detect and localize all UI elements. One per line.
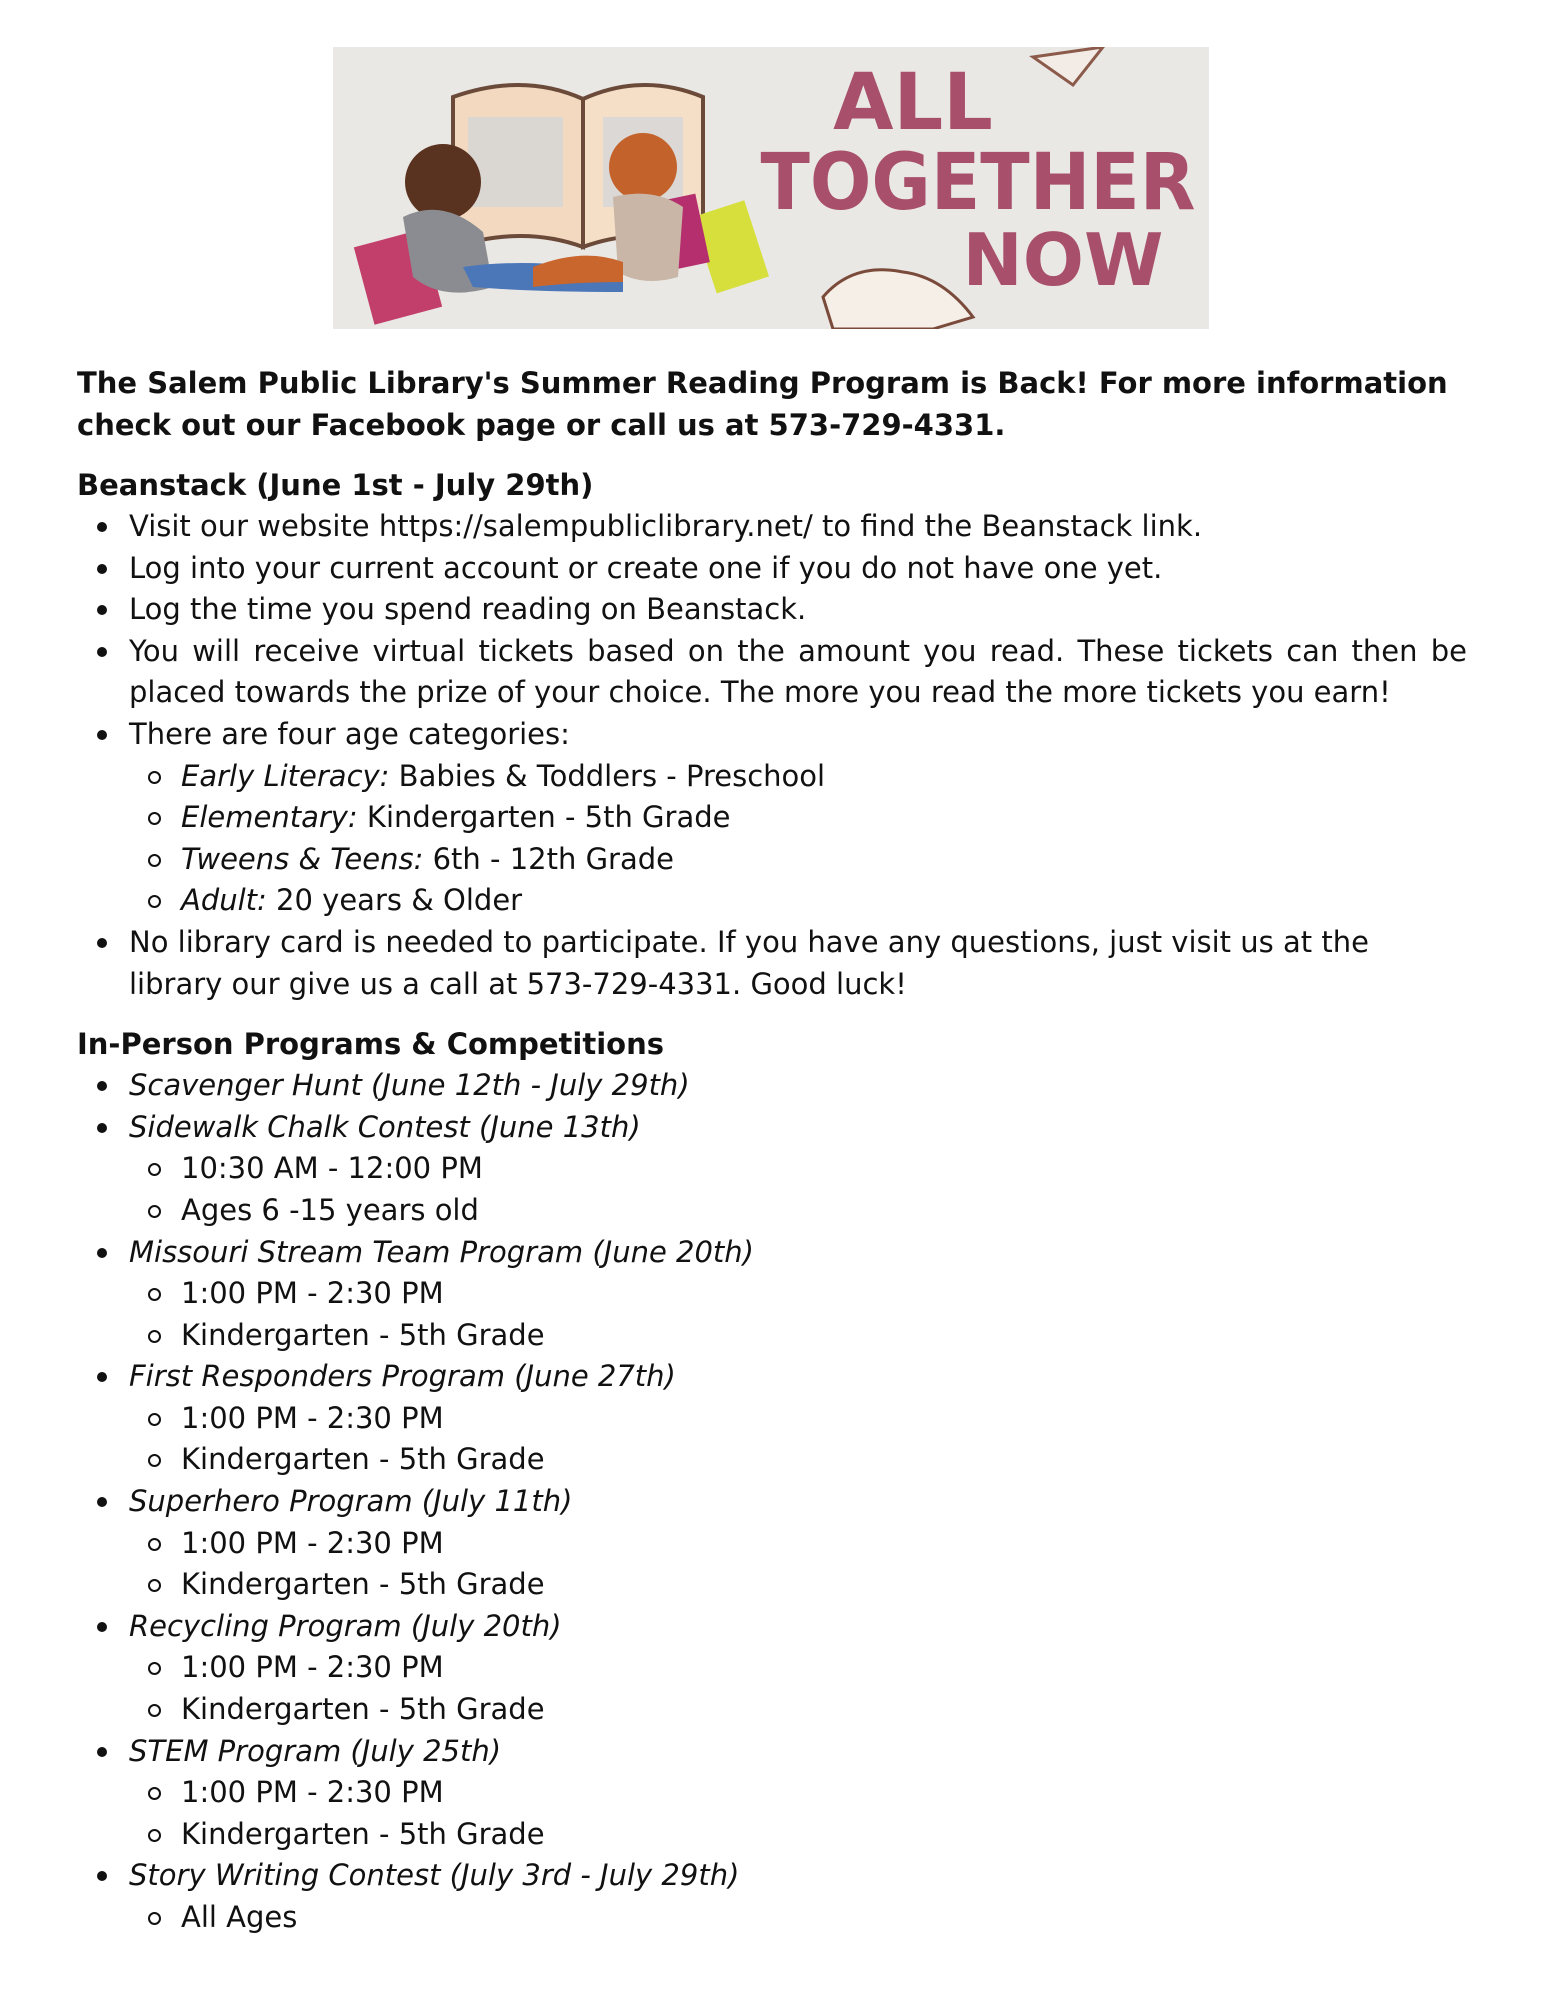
category-desc: 20 years & Older (266, 883, 523, 918)
beanstack-title: Beanstack (June 1st - July 29th) (77, 468, 594, 502)
program-item (77, 1481, 1467, 1606)
program-ages: Kindergarten - 5th Grade (129, 1814, 1467, 1856)
list-item (129, 756, 1467, 798)
program-item (77, 1606, 1467, 1731)
program-name: Story Writing Contest (July 3rd - July 29th) (129, 1858, 740, 1893)
flyer-content (77, 362, 1467, 1939)
category-desc: 6th - 12th Grade (423, 841, 674, 876)
program-name: First Responders Program (June 27th) (129, 1359, 676, 1394)
programs-list (77, 1065, 1467, 1938)
list-item: Log into your current account or create one if you do not have one yet. (77, 548, 1467, 590)
program-ages: Kindergarten - 5th Grade (129, 1315, 1467, 1357)
list-item (129, 839, 1467, 881)
program-item (77, 1232, 1467, 1357)
program-ages: Kindergarten - 5th Grade (129, 1564, 1467, 1606)
program-item (77, 1855, 1467, 1938)
list-item: You will receive virtual tickets based on the amount you read. These tickets can then be placed towards the prize of your choice. The more you read the more tickets you earn! (77, 631, 1467, 714)
program-name: Scavenger Hunt (June 12th - July 29th) (129, 1068, 690, 1103)
program-ages: Ages 6 -15 years old (129, 1190, 1467, 1232)
program-item (77, 1065, 1467, 1107)
banner-line-2: TOGETHER (760, 138, 1196, 228)
list-item (129, 880, 1467, 922)
program-item (77, 1731, 1467, 1856)
intro-text: The Salem Public Library's Summer Reading Program is Back! For more information check out our Facebook page or call us at 573-729-4331. (77, 366, 1448, 442)
list-item: No library card is needed to participate. If you have any questions, just visit us at the library our give us a call at 573-729-4331. Good luck! (77, 922, 1467, 1005)
banner-line-3: NOW (962, 218, 1164, 302)
list-item: Visit our website https://salempubliclibrary.net/ to find the Beanstack link. (77, 506, 1467, 548)
program-time: 1:00 PM - 2:30 PM (129, 1647, 1467, 1689)
program-time: 1:00 PM - 2:30 PM (129, 1772, 1467, 1814)
age-categories-label: There are four age categories: (129, 716, 570, 751)
programs-title: In-Person Programs & Competitions (77, 1027, 664, 1062)
banner-line-1: ALL (833, 58, 993, 148)
beanstack-list (77, 506, 1467, 1005)
program-time: 1:00 PM - 2:30 PM (129, 1273, 1467, 1315)
category-desc: Kindergarten - 5th Grade (357, 800, 731, 835)
category-name: Early Literacy: (181, 758, 390, 793)
program-name: Recycling Program (July 20th) (129, 1608, 562, 1643)
program-name: Sidewalk Chalk Contest (June 13th) (129, 1109, 641, 1144)
category-name: Adult: (181, 883, 267, 918)
program-ages: Kindergarten - 5th Grade (129, 1689, 1467, 1731)
program-time: 1:00 PM - 2:30 PM (129, 1398, 1467, 1440)
program-item (77, 1356, 1467, 1481)
program-time: 1:00 PM - 2:30 PM (129, 1523, 1467, 1565)
program-name: STEM Program (July 25th) (129, 1733, 502, 1768)
category-name: Tweens & Teens: (181, 841, 424, 876)
category-name: Elementary: (181, 800, 358, 835)
list-item (77, 714, 1467, 922)
list-item: Log the time you spend reading on Beanstack. (77, 589, 1467, 631)
age-categories-list (129, 756, 1467, 922)
program-ages: Kindergarten - 5th Grade (129, 1439, 1467, 1481)
category-desc: Babies & Toddlers - Preschool (389, 758, 826, 793)
program-name: Missouri Stream Team Program (June 20th) (129, 1234, 754, 1269)
program-ages: All Ages (129, 1897, 1467, 1939)
program-name: Superhero Program (July 11th) (129, 1484, 573, 1519)
program-time: 10:30 AM - 12:00 PM (129, 1148, 1467, 1190)
program-item (77, 1107, 1467, 1232)
banner-image (333, 47, 1209, 329)
list-item (129, 797, 1467, 839)
